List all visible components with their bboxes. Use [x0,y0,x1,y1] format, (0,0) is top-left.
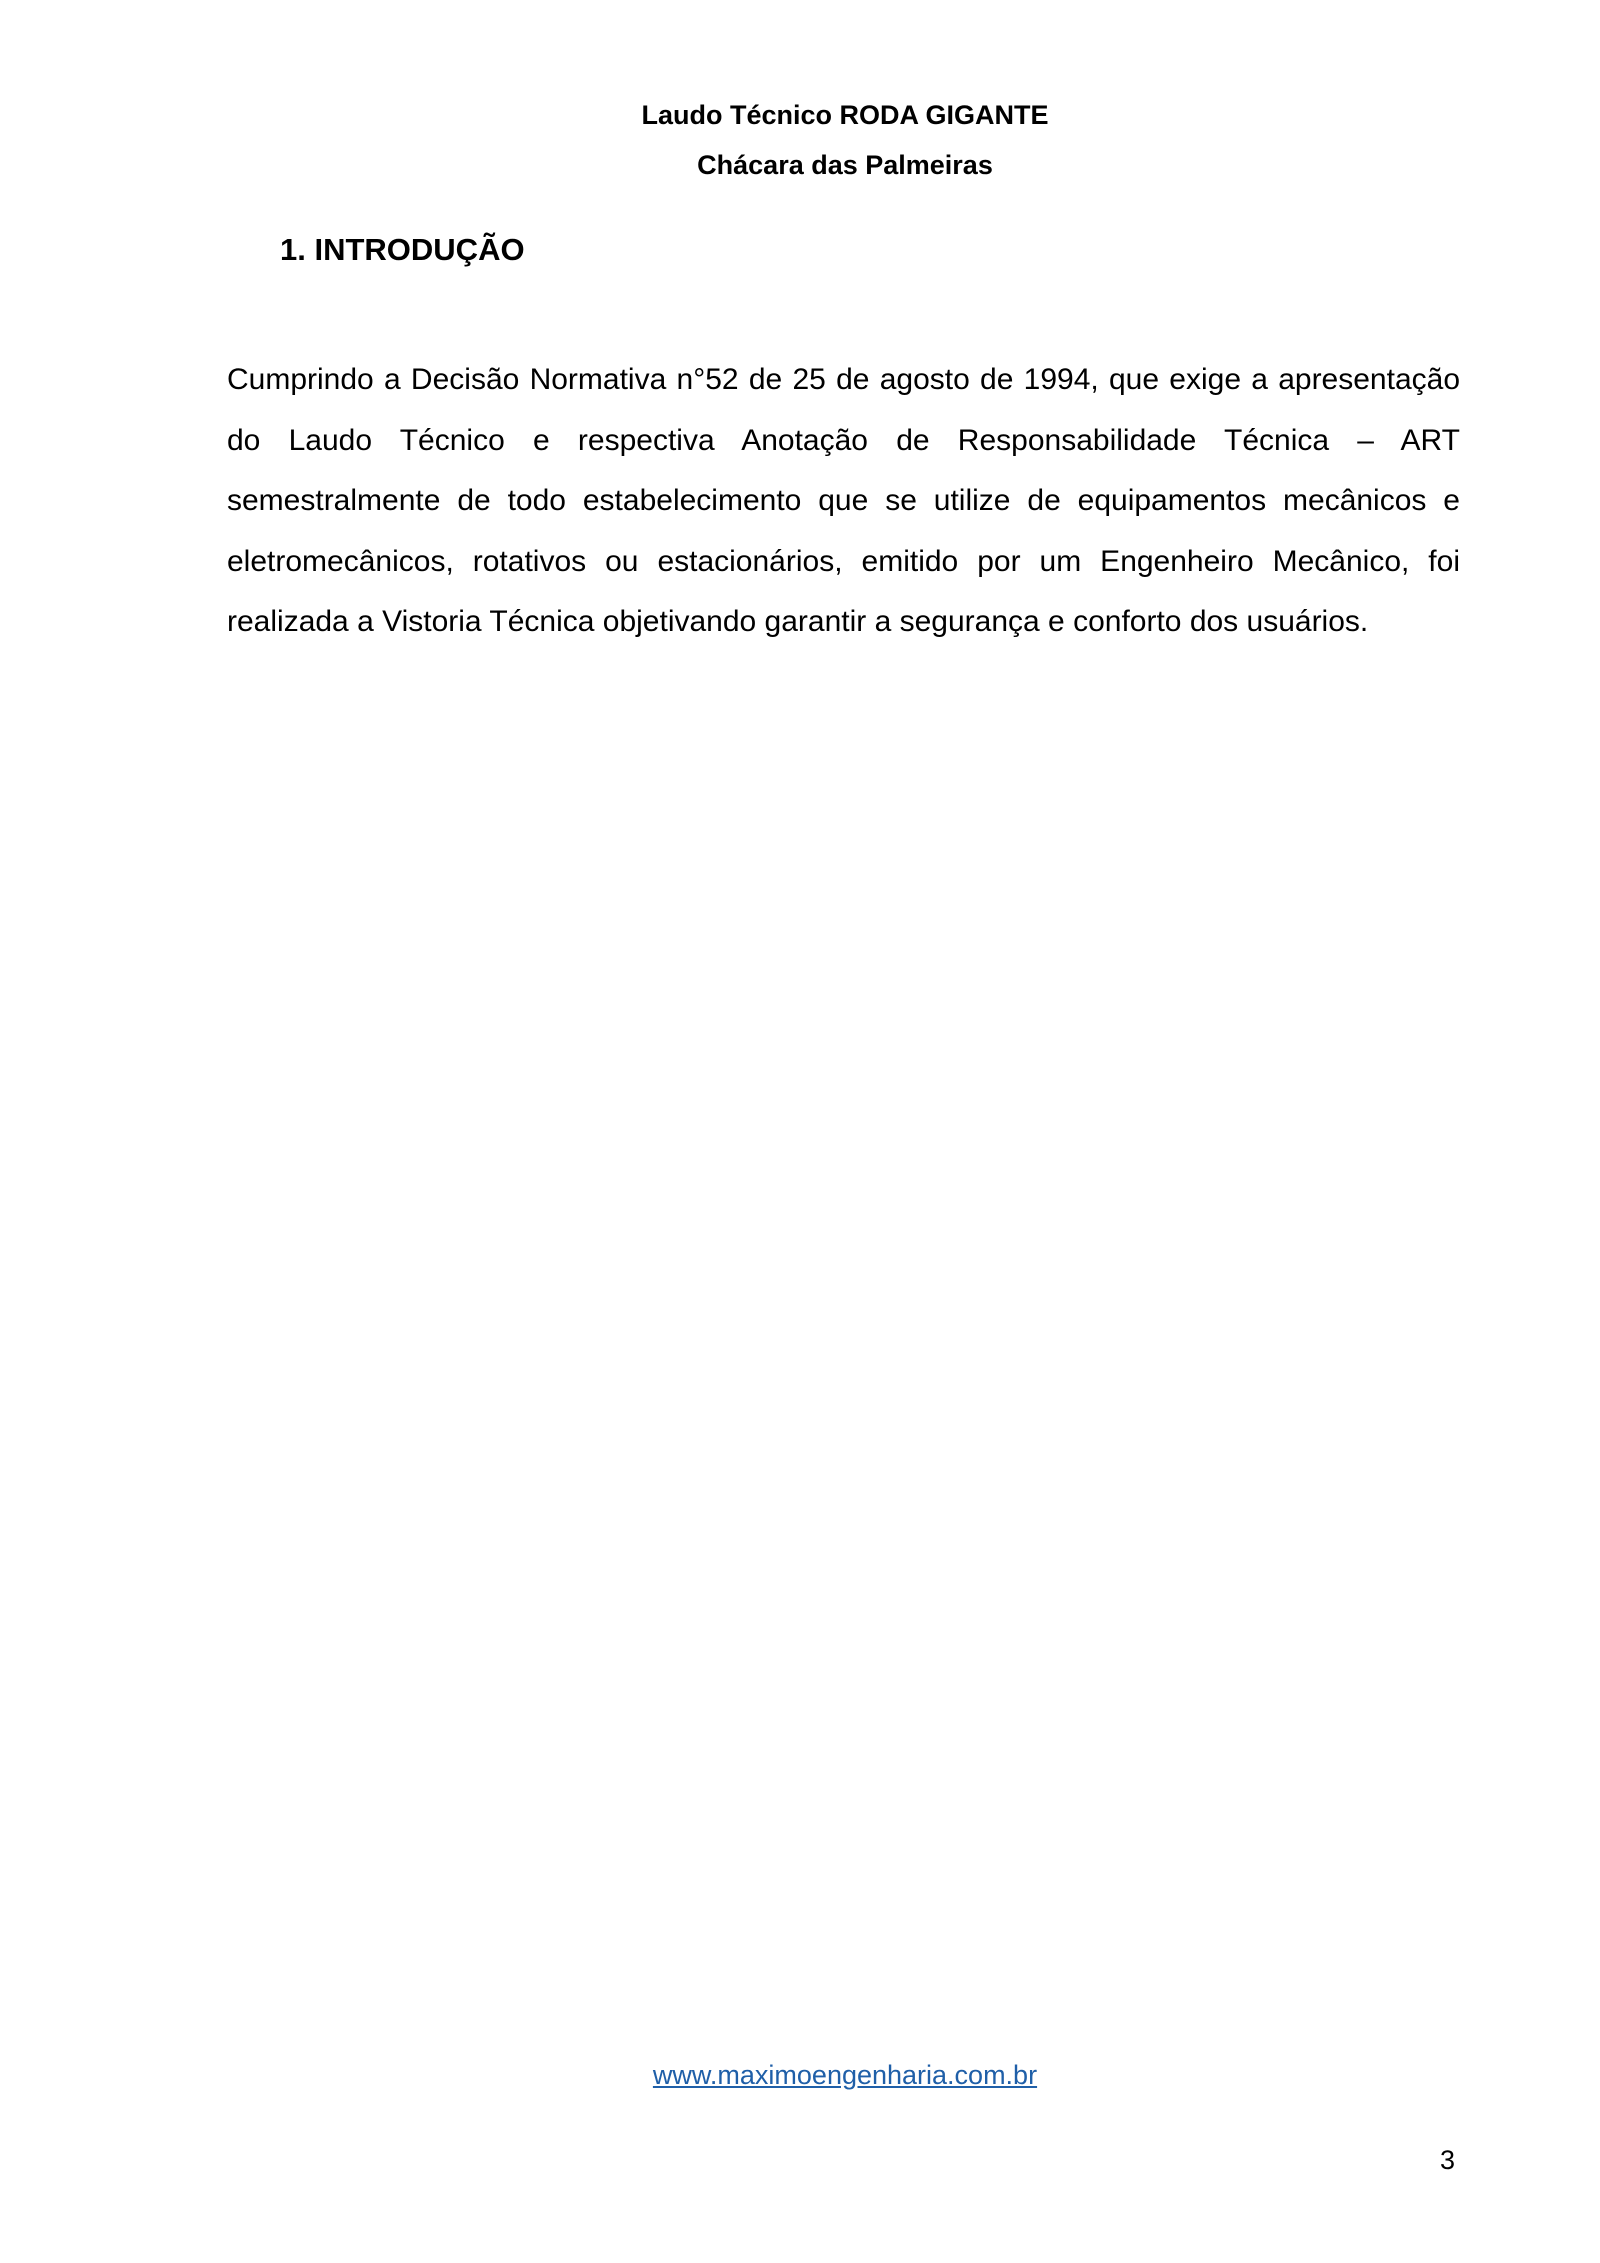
website-link[interactable]: www.maximoengenharia.com.br [652,2060,1038,2090]
intro-paragraph: Cumprindo a Decisão Normativa n°52 de 25 de agosto de 1994, que exige a apresentação do Laudo Técnico e respectiva Anotação de Responsabilidade Técnica – ART semestralmente de todo estabelecimento que se utilize de equipamentos mecânicos e eletromecânicos, rotativos ou estacionários, emitido por um Engenheiro Mecânico, foi realizada a Vistoria Técnica objetivando garantir a segurança e conforto dos usuários. [227,363,1460,638]
document-title: Laudo Técnico RODA GIGANTE [641,100,1049,130]
document-subtitle: Chácara das Palmeiras [697,150,993,180]
page-number: 3 [1440,2145,1456,2175]
section-heading: 1. INTRODUÇÃO [280,232,525,267]
